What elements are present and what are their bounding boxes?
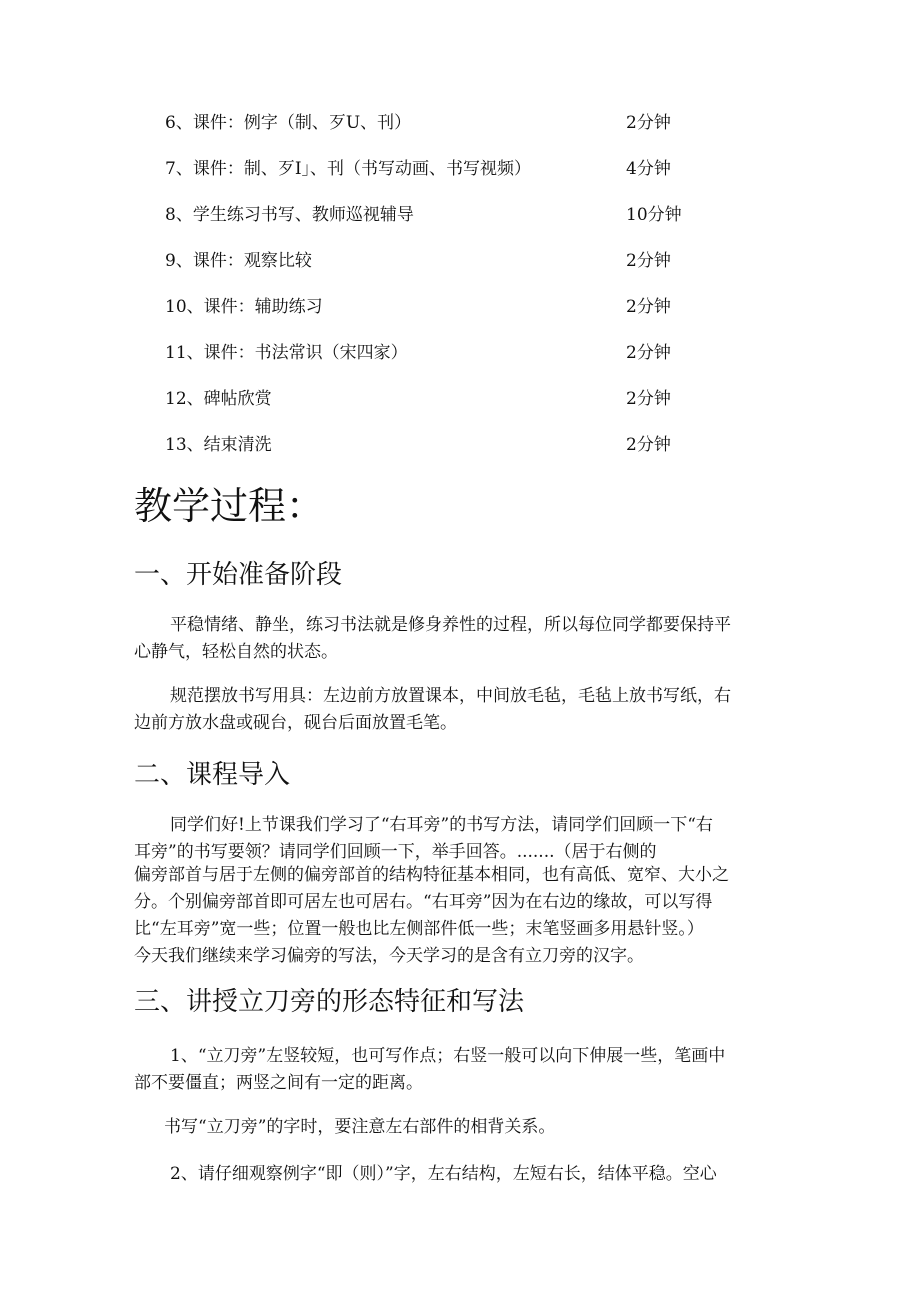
paragraph-line: 分。个别偏旁部首即可居左也可居右。“右耳旁”因为在右边的缘故，可以写得 <box>134 892 713 912</box>
paragraph-line: 部不要僵直；两竖之间有一定的距离。 <box>134 1073 423 1093</box>
schedule-row <box>0 200 920 230</box>
paragraph-line: 同学们好!上节课我们学习了“右耳旁”的书写方法，请同学们回顾一下“右 <box>170 815 713 835</box>
paragraph-line: 书写“立刀旁”的字时，要注意左右部件的相背关系。 <box>164 1117 556 1137</box>
schedule-row <box>0 246 920 276</box>
paragraph-line: 2、请仔细观察例字“即（则）”字，左右结构，左短右长，结体平稳。空心 <box>170 1164 717 1184</box>
paragraph-line: 心静气，轻松自然的状态。 <box>134 642 338 662</box>
schedule-label: 10、课件：辅助练习 <box>165 297 323 317</box>
schedule-label: 9、课件：观察比较 <box>165 251 312 271</box>
schedule-duration: 2分钟 <box>626 251 671 271</box>
paragraph-line: 平稳情绪、静坐，练习书法就是修身养性的过程，所以每位同学都要保持平 <box>170 615 731 635</box>
section-3-paragraph-3 <box>134 1161 786 1188</box>
schedule-label: 13、结束清洗 <box>165 435 272 455</box>
schedule-row <box>0 384 920 414</box>
section-1-title: 一、开始准备阶段 <box>134 560 343 590</box>
schedule-row <box>0 338 920 368</box>
paragraph-line: 今天我们继续来学习偏旁的写法，今天学习的是含有立刀旁的汉字。 <box>134 946 644 966</box>
schedule-duration: 2分钟 <box>626 113 671 133</box>
section-3-paragraph-2 <box>134 1114 786 1141</box>
schedule-label: 7、课件：制、歹I」、刊（书写动画、书写视频） <box>165 159 532 179</box>
schedule-duration: 2分钟 <box>626 435 671 455</box>
paragraph-line: 边前方放水盘或砚台，砚台后面放置毛笔。 <box>134 713 457 733</box>
section-1-paragraph-1 <box>134 612 786 666</box>
schedule-label: 11、课件：书法常识（宋四家） <box>165 343 408 363</box>
section-3-paragraph-1 <box>134 1043 786 1097</box>
paragraph-line: 耳旁”的书写要领？请同学们回顾一下，举手回答。.......（居于右侧的 <box>134 842 657 862</box>
schedule-duration: 4分钟 <box>626 159 671 179</box>
schedule-row <box>0 292 920 322</box>
paragraph-line: 比“左耳旁”宽一些；位置一般也比左侧部件低一些；末笔竖画多用悬针竖。） <box>134 919 704 939</box>
section-2-paragraph-1 <box>134 812 786 970</box>
paragraph-line: 规范摆放书写用具：左边前方放置课本，中间放毛毡，毛毡上放书写纸，右 <box>170 686 731 706</box>
schedule-duration: 2分钟 <box>626 343 671 363</box>
schedule-label: 12、碑帖欣赏 <box>165 389 272 409</box>
paragraph-line: 偏旁部首与居于左侧的偏旁部首的结构特征基本相同，也有高低、宽窄、大小之 <box>134 865 729 885</box>
schedule-label: 8、学生练习书写、教师巡视辅导 <box>165 205 414 225</box>
schedule-duration: 2分钟 <box>626 297 671 317</box>
section-2-title: 二、课程导入 <box>134 760 291 790</box>
paragraph-line: 1、“立刀旁”左竖较短，也可写作点；右竖一般可以向下伸展一些，笔画中 <box>170 1046 726 1066</box>
schedule-row <box>0 108 920 138</box>
section-1-paragraph-2 <box>134 683 786 737</box>
main-heading: 教学过程： <box>134 484 325 528</box>
schedule-duration: 10分钟 <box>626 205 682 225</box>
schedule-row <box>0 430 920 460</box>
schedule-duration: 2分钟 <box>626 389 671 409</box>
section-3-title: 三、讲授立刀旁的形态特征和写法 <box>134 987 525 1017</box>
schedule-row <box>0 154 920 184</box>
schedule-label: 6、课件：例字（制、歹U、刊） <box>165 113 412 133</box>
